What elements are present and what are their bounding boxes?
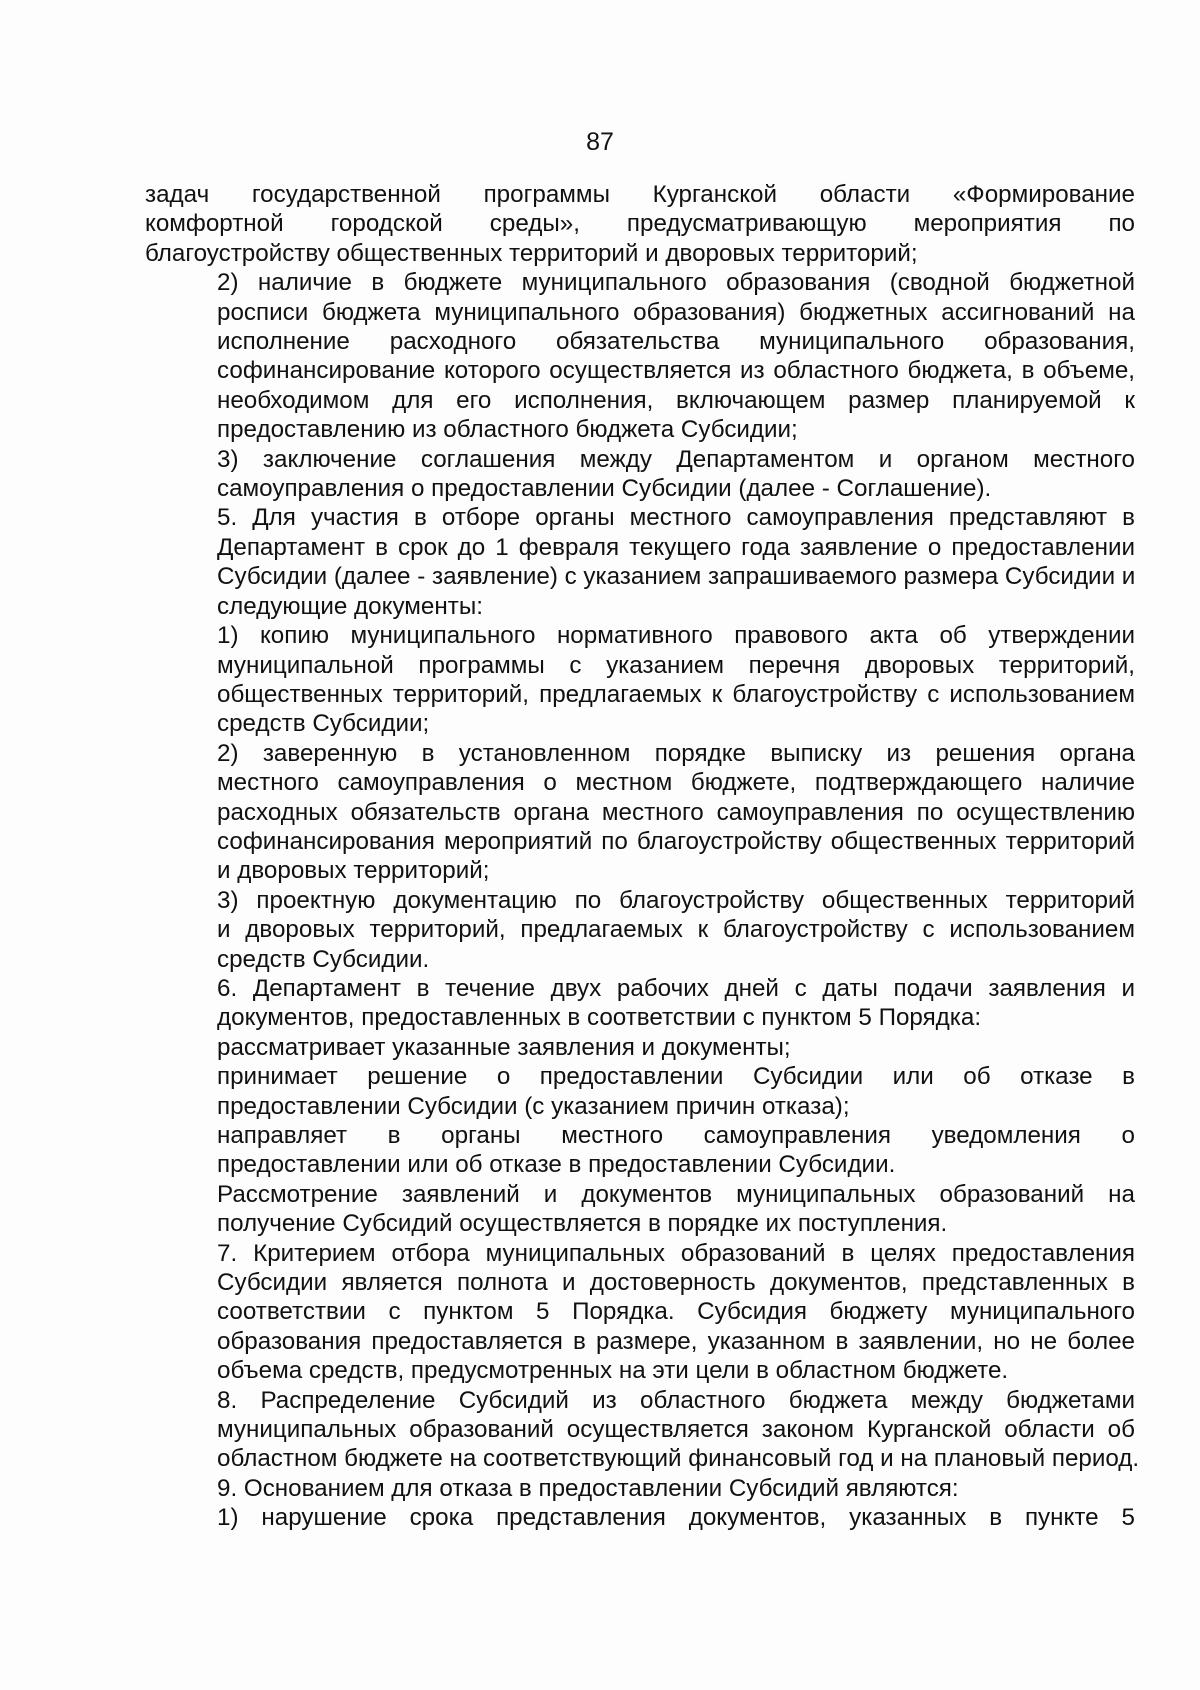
paragraph (145, 1503, 1135, 1532)
text-line: и дворовых территорий; (217, 857, 490, 885)
paragraph (145, 1386, 1140, 1474)
paragraph (145, 1033, 1135, 1062)
text-line: муниципальной программы с указанием перечня дворовых территорий, (217, 651, 1135, 679)
paragraph (145, 180, 1135, 268)
text-line: 2) заверенную в установленном порядке выписку из решения органа (217, 739, 1135, 767)
text-line: Рассмотрение заявлений и документов муниципальных образований на (217, 1180, 1135, 1208)
text-line: предоставлению из областного бюджета Субсидии; (217, 416, 798, 444)
text-line: софинансирование которого осуществляется из областного бюджета, в объеме, (217, 357, 1135, 385)
text-line: софинансирования мероприятий по благоустройству общественных территорий (217, 827, 1135, 855)
text-line: Департамент в срок до 1 февраля текущего года заявление о предоставлении (217, 533, 1135, 561)
text-line: областном бюджете на соответствующий финансовый год и на плановый период. (217, 1445, 1140, 1473)
text-line: предоставлении Субсидии (с указанием причин отказа); (217, 1092, 850, 1120)
text-line: средств Субсидии. (217, 945, 430, 973)
text-line: 5. Для участия в отборе органы местного самоуправления представляют в (217, 504, 1135, 532)
text-line: документов, предоставленных в соответствии с пунктом 5 Порядка: (217, 1004, 982, 1032)
text-line: 1) нарушение срока представления документов, указанных в пункте 5 (217, 1504, 1135, 1532)
text-line: благоустройству общественных территорий и дворовых территорий; (145, 239, 918, 267)
text-line: местного самоуправления о местном бюджете, подтверждающего наличие (217, 769, 1135, 797)
paragraph (145, 503, 1135, 621)
text-line: муниципальных образований осуществляется законом Курганской области об (217, 1416, 1135, 1444)
paragraph (145, 268, 1135, 444)
text-line: 7. Критерием отбора муниципальных образований в целях предоставления (217, 1239, 1135, 1267)
text-line: получение Субсидий осуществляется в порядке их поступления. (217, 1210, 948, 1238)
paragraph (145, 974, 1135, 1033)
text-line: образования предоставляется в размере, указанном в заявлении, но не более (217, 1327, 1135, 1355)
text-line: 2) наличие в бюджете муниципального образования (сводной бюджетной (217, 269, 1135, 297)
text-line: Субсидии (далее - заявление) с указанием запрашиваемого размера Субсидии и (217, 563, 1136, 591)
text-line: 1) копию муниципального нормативного правового акта об утверждении (217, 622, 1135, 650)
text-line: исполнение расходного обязательства муниципального образования, (217, 328, 1135, 356)
text-line: самоуправления о предоставлении Субсидии (далее - Соглашение). (217, 475, 992, 503)
paragraph (145, 445, 1135, 504)
text-line: необходимом для его исполнения, включающем размер планируемой к (217, 386, 1135, 414)
text-line: 9. Основанием для отказа в предоставлении Субсидий являются: (217, 1474, 959, 1502)
text-line: общественных территорий, предлагаемых к благоустройству с использованием (217, 680, 1135, 708)
text-line: объема средств, предусмотренных на эти цели в областном бюджете. (217, 1357, 1009, 1385)
paragraph (145, 1239, 1135, 1386)
text-line: 8. Распределение Субсидий из областного бюджета между бюджетами (217, 1386, 1135, 1414)
text-line: предоставлении или об отказе в предоставлении Субсидии. (217, 1151, 896, 1179)
paragraph (145, 1062, 1135, 1121)
text-line: Субсидии является полнота и достоверность документов, представленных в (217, 1269, 1135, 1297)
text-line: расходных обязательств органа местного самоуправления по осуществлению (217, 798, 1135, 826)
text-line: средств Субсидии; (217, 710, 430, 738)
text-line: рассматривает указанные заявления и документы; (217, 1033, 791, 1061)
page-number: 87 (586, 128, 614, 156)
paragraph (145, 621, 1135, 739)
document-body (145, 180, 1140, 1533)
paragraph (145, 1180, 1135, 1239)
text-line: принимает решение о предоставлении Субсидии или об отказе в (217, 1063, 1135, 1091)
paragraph (145, 886, 1135, 974)
text-line: задач государственной программы Курганской области «Формирование (145, 181, 1135, 208)
paragraph (145, 1121, 1135, 1180)
text-line: комфортной городской среды», предусматривающую мероприятия по (145, 210, 1135, 238)
text-line: 6. Департамент в течение двух рабочих дней с даты подачи заявления и (217, 974, 1135, 1002)
text-line: 3) заключение соглашения между Департаментом и органом местного (217, 445, 1135, 473)
paragraph (145, 1474, 1135, 1503)
text-line: соответствии с пунктом 5 Порядка. Субсидия бюджету муниципального (217, 1298, 1135, 1326)
text-line: росписи бюджета муниципального образования) бюджетных ассигнований на (217, 298, 1135, 326)
text-line: 3) проектную документацию по благоустройству общественных территорий (217, 886, 1135, 914)
text-line: и дворовых территорий, предлагаемых к благоустройству с использованием (217, 916, 1135, 944)
text-line: направляет в органы местного самоуправления уведомления о (217, 1122, 1135, 1149)
text-line: следующие документы: (217, 592, 483, 620)
paragraph (145, 739, 1135, 886)
